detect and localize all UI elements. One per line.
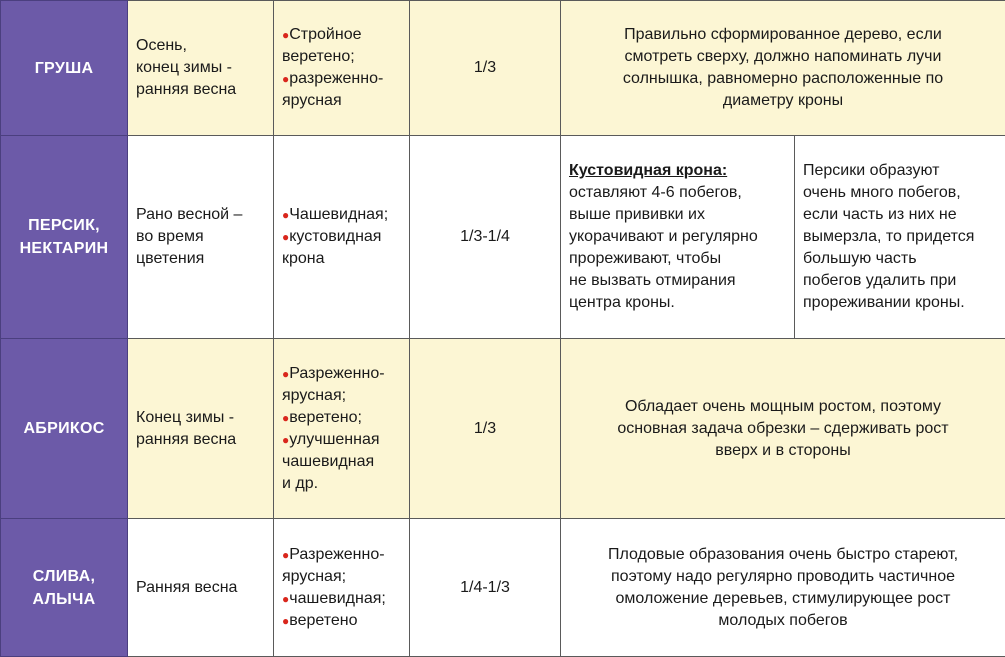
time-cell xyxy=(128,1,274,136)
note-text: прореживании кроны. xyxy=(803,292,997,314)
note-text: большую часть xyxy=(803,248,997,270)
note-b-cell xyxy=(795,136,1005,339)
form-item: ●кустовидная xyxy=(282,226,401,248)
note-a-cell xyxy=(561,136,795,339)
form-item: ●улучшенная xyxy=(282,429,401,451)
note-text: диаметру кроны xyxy=(569,90,997,112)
crop-name: ГРУША xyxy=(9,57,119,80)
note-text: Правильно сформированное дерево, если xyxy=(569,24,997,46)
time-text: во время xyxy=(136,226,265,248)
table-row xyxy=(1,1,1005,136)
note-text: Персики образуют xyxy=(803,160,997,182)
crop-name-cell xyxy=(1,339,128,519)
form-item-cont: чашевидная xyxy=(282,451,401,473)
ratio-cell: 1/3-1/4 xyxy=(410,136,561,339)
note-text: выше прививки их xyxy=(569,204,786,226)
note-text: смотреть сверху, должно напоминать лучи xyxy=(569,46,997,68)
forms-cell xyxy=(274,339,410,519)
bullet-icon: ● xyxy=(282,433,289,447)
bullet-icon: ● xyxy=(282,230,289,244)
time-text: цветения xyxy=(136,248,265,270)
time-text: Рано весной – xyxy=(136,204,265,226)
forms-cell xyxy=(274,1,410,136)
crop-name: НЕКТАРИН xyxy=(9,237,119,260)
note-text: побегов удалить при xyxy=(803,270,997,292)
note-text: очень много побегов, xyxy=(803,182,997,204)
time-text: ранняя весна xyxy=(136,429,265,451)
table-row xyxy=(1,339,1005,519)
form-item-cont: крона xyxy=(282,248,401,270)
time-cell xyxy=(128,339,274,519)
ratio-cell: 1/3 xyxy=(410,1,561,136)
time-cell xyxy=(128,136,274,339)
bullet-icon: ● xyxy=(282,208,289,222)
bullet-icon: ● xyxy=(282,28,289,42)
note-text: омоложение деревьев, стимулирующее рост xyxy=(569,588,997,610)
bullet-icon: ● xyxy=(282,592,289,606)
note-text: Плодовые образования очень быстро стареют, xyxy=(569,544,997,566)
form-item: ●Стройное xyxy=(282,24,401,46)
crop-name-cell xyxy=(1,519,128,657)
crop-name: СЛИВА, xyxy=(9,565,119,588)
form-item: ●веретено; xyxy=(282,407,401,429)
form-item: ●чашевидная; xyxy=(282,588,401,610)
time-cell xyxy=(128,519,274,657)
note-text: укорачивают и регулярно xyxy=(569,226,786,248)
note-text: прореживают, чтобы xyxy=(569,248,786,270)
bullet-icon: ● xyxy=(282,614,289,628)
table-row xyxy=(1,136,1005,339)
forms-cell xyxy=(274,136,410,339)
note-text: молодых побегов xyxy=(569,610,997,632)
form-item-cont: ярусная; xyxy=(282,385,401,407)
bullet-icon: ● xyxy=(282,72,289,86)
note-text: Обладает очень мощным ростом, поэтому xyxy=(569,396,997,418)
note-text: не вызвать отмирания xyxy=(569,270,786,292)
bullet-icon: ● xyxy=(282,367,289,381)
note-text: оставляют 4-6 побегов, xyxy=(569,182,786,204)
crop-name-cell xyxy=(1,136,128,339)
crop-name: АБРИКОС xyxy=(9,417,119,440)
note-a-title: Кустовидная крона: xyxy=(569,160,786,182)
crop-name-cell xyxy=(1,1,128,136)
note-cell xyxy=(561,519,1005,657)
ratio-cell: 1/3 xyxy=(410,339,561,519)
note-text: вверх и в стороны xyxy=(569,440,997,462)
bullet-icon: ● xyxy=(282,548,289,562)
time-text: Ранняя весна xyxy=(136,577,265,599)
bullet-icon: ● xyxy=(282,411,289,425)
form-item: ●Чашевидная; xyxy=(282,204,401,226)
table-row xyxy=(1,519,1005,657)
forms-cell xyxy=(274,519,410,657)
form-item: ●Разреженно- xyxy=(282,544,401,566)
crop-name: АЛЫЧА xyxy=(9,588,119,611)
note-text: центра кроны. xyxy=(569,292,786,314)
form-item: ●Разреженно- xyxy=(282,363,401,385)
form-item-cont: веретено; xyxy=(282,46,401,68)
note-text: поэтому надо регулярно проводить частичное xyxy=(569,566,997,588)
time-text: Конец зимы - xyxy=(136,407,265,429)
form-item-cont: ярусная xyxy=(282,90,401,112)
note-text: если часть из них не xyxy=(803,204,997,226)
time-text: Осень, xyxy=(136,35,265,57)
note-text: вымерзла, то придется xyxy=(803,226,997,248)
form-item-cont: ярусная; xyxy=(282,566,401,588)
note-cell xyxy=(561,339,1005,519)
crop-name: ПЕРСИК, xyxy=(9,214,119,237)
note-text: основная задача обрезки – сдерживать рост xyxy=(569,418,997,440)
time-text: ранняя весна xyxy=(136,79,265,101)
form-item-cont: и др. xyxy=(282,473,401,495)
form-item: ●веретено xyxy=(282,610,401,632)
note-text: солнышка, равномерно расположенные по xyxy=(569,68,997,90)
time-text: конец зимы - xyxy=(136,57,265,79)
form-item: ●разреженно- xyxy=(282,68,401,90)
note-cell xyxy=(561,1,1005,136)
ratio-cell: 1/4-1/3 xyxy=(410,519,561,657)
